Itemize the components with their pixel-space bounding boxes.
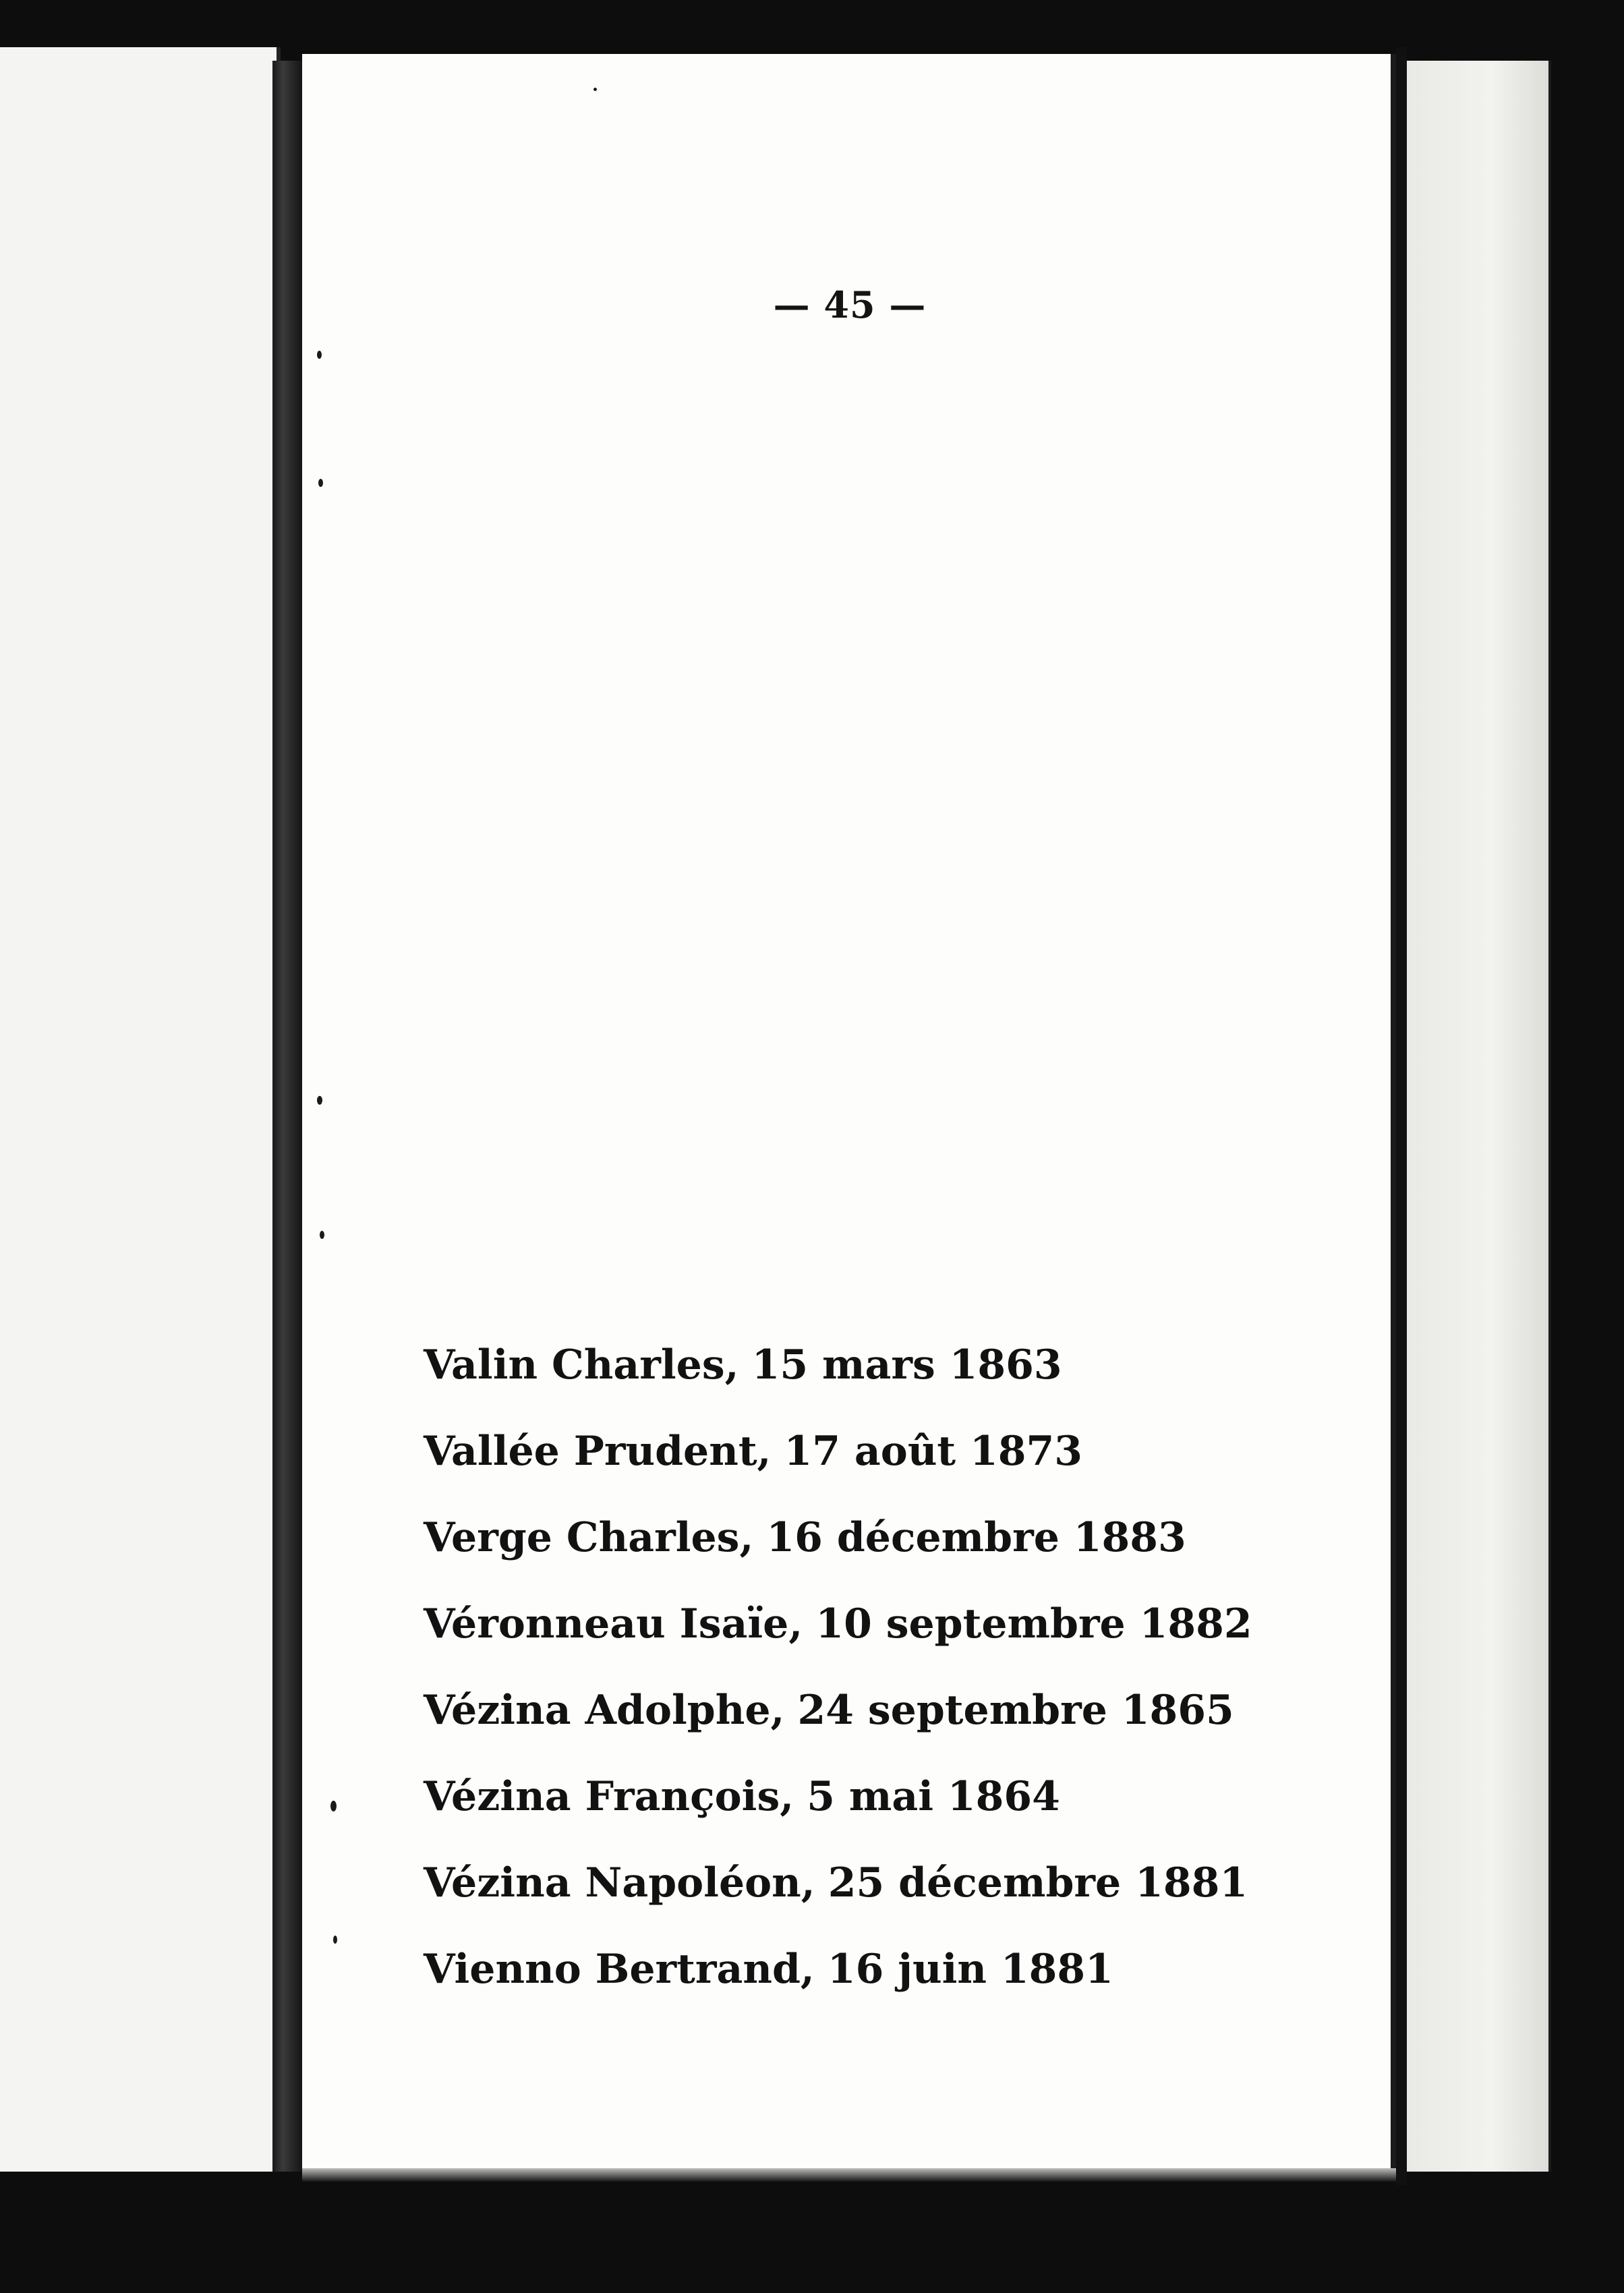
entry-date: 10 septembre 1882 (815, 1600, 1252, 1648)
book-gutter (272, 61, 302, 2172)
margin-speck (318, 479, 323, 487)
page-bottom-shadow (302, 2168, 1396, 2182)
register-entry (424, 1926, 1252, 2012)
page-right-edge (1396, 47, 1407, 2185)
entry-date: 16 juin 1881 (827, 1946, 1113, 1993)
entry-name: Vézina Adolphe, (424, 1687, 785, 1734)
entry-name: Vézina François, (424, 1773, 794, 1820)
page-stack-edge (1407, 61, 1551, 2172)
margin-speck (317, 351, 322, 359)
register-entry (424, 1322, 1252, 1408)
margin-speck (330, 1801, 337, 1811)
entry-date: 24 septembre 1865 (797, 1687, 1234, 1734)
entry-date: 15 mars 1863 (751, 1341, 1062, 1389)
entry-name: Vézina Napoléon, (424, 1859, 815, 1907)
entry-date: 25 décembre 1881 (828, 1859, 1248, 1907)
margin-speck (320, 1231, 324, 1239)
entry-name: Vallée Prudent, (424, 1428, 772, 1475)
margin-speck (333, 1936, 337, 1944)
register-entry (424, 1840, 1252, 1926)
register-entry (424, 1581, 1252, 1667)
entry-name: Valin Charles, (424, 1341, 739, 1389)
page-number: — 45 — (773, 283, 927, 326)
birth-register-list (424, 1322, 1252, 2012)
entry-name: Vienno Bertrand, (424, 1946, 815, 1993)
entry-date: 5 mai 1864 (807, 1773, 1060, 1820)
register-entry (424, 1494, 1252, 1581)
entry-name: Verge Charles, (424, 1514, 754, 1561)
page-speck (593, 88, 597, 91)
register-entry (424, 1667, 1252, 1753)
entry-date: 17 août 1873 (784, 1428, 1083, 1475)
entry-date: 16 décembre 1883 (766, 1514, 1186, 1561)
entry-name: Véronneau Isaïe, (424, 1600, 803, 1648)
margin-speck (317, 1096, 322, 1105)
previous-page-edge (0, 47, 281, 2172)
register-entry (424, 1753, 1252, 1840)
register-entry (424, 1408, 1252, 1494)
